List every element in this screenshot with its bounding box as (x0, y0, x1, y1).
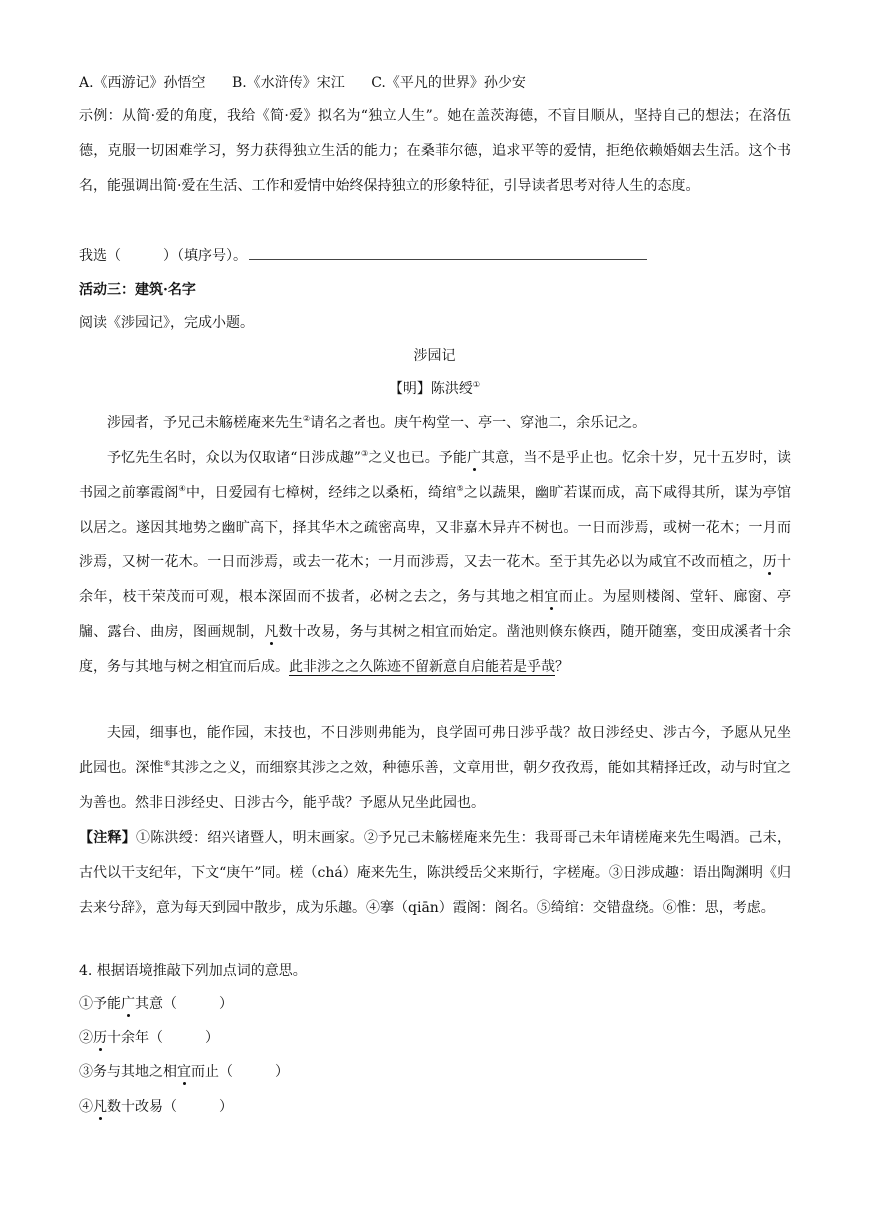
dotted-word: 宜 (544, 589, 559, 606)
text-span: 中，日爱园有七樟树，经纬之以桑柘，绮绾 (186, 484, 457, 501)
activity-heading: 活动三：建筑·名字 (79, 282, 196, 298)
dotted-word: 历 (93, 1030, 107, 1046)
text-span: ？ (555, 658, 569, 675)
footnote-marker: ④ (178, 483, 187, 493)
text-span: 十余年，枝干荣茂而可观，根本深固而不拔者，必树之去之，务与其地之相 (79, 554, 792, 606)
option-b: B.《水浒传》宋江 (232, 75, 345, 91)
annotation-notes (79, 821, 791, 925)
text-span: 予能 (93, 996, 121, 1012)
text-span: 之以蔬果，幽旷若谋而成，高下咸得其所，谋为亭馆以居之。遂因其地势之幽旷高下，择其华木之疏密高卑，又非嘉木异卉不树也。一日而涉焉，或树一花木；一月而涉焉，又树一花木。一日而涉焉，或去一花木；一月而涉焉，又去一花木。至于其先必以为咸宜不改而植之， (79, 484, 792, 571)
question-item-4 (79, 1098, 233, 1116)
item-number: ③ (79, 1064, 93, 1080)
question-item-2 (79, 1029, 219, 1047)
dotted-word: 凡 (264, 623, 279, 640)
dotted-word: 历 (762, 554, 778, 571)
text-span: 十余年（ (107, 1030, 163, 1046)
footnote-marker: ⑥ (163, 758, 171, 768)
dotted-word: 广 (466, 450, 482, 466)
item-number: ② (79, 1030, 93, 1046)
question-item-3 (79, 1063, 289, 1081)
item-number: ④ (79, 1099, 93, 1115)
essay-paragraph-3 (79, 716, 791, 820)
notes-text: ①陈洪绶：绍兴诸暨人，明末画家。②予兄己未觞槎庵来先生：我哥哥己未年请槎庵来先生喝酒。己未，古代以干支纪年，下文“庚午”同。槎（chá）庵来先生，陈洪绶岳父来斯行，字槎庵。③日涉成趣：语出陶渊明《归去来兮辞》，意为每天到园中散步，成为乐趣。④搴（qiān）霞阁：阁名。⑤绮绾：交错盘绕。⑥惟：思，考虑。 (79, 830, 792, 916)
text-span: 而止。为屋则楼阁、堂轩、廊窗、亭牖、露台、曲房，图画规制， (79, 589, 792, 640)
footnote-marker: ③ (360, 449, 369, 458)
text-span: 其意，当不是乎止也。忆余十岁，兄十五岁时，读书园之前搴霞阁 (79, 450, 792, 501)
text-span: 其涉之之义，而细察其涉之之效，种德乐善，文章用世，朝夕孜孜焉，能如其精择迁改，动与时宜之为善也。然非日涉经史、日涉古今，能乎哉？予愿从兄坐此园也。 (79, 759, 792, 811)
option-a: A.《西游记》孙悟空 (79, 75, 206, 91)
text-span: 其意（ (135, 996, 177, 1012)
text-span: 予忆先生名时，众以为仅取诸“日涉成趣” (107, 450, 361, 466)
answer-options (79, 74, 526, 92)
essay-paragraph-1 (79, 406, 791, 441)
text-span: ） (219, 1099, 233, 1115)
text-span: 涉园者，予兄己未觞槎庵来先生 (107, 415, 303, 431)
reading-instruction: 阅读《涉园记》，完成小题。 (79, 315, 254, 331)
text-span: 数十改易，务与其树之相宜而始定。凿池则倏东倏西，随开随塞，变田成溪者十余度，务与其地与树之相宜而后成。 (79, 623, 792, 675)
question-item-1 (79, 995, 233, 1013)
text-span: ） (205, 1030, 219, 1046)
text-span: 而止（ (191, 1064, 233, 1080)
text-span: 务与其地之相 (93, 1064, 177, 1080)
dotted-word: 凡 (93, 1099, 107, 1115)
text-span: 夫园，细事也，能作园，末技也，不日涉则弗能为，良学固可弗日涉乎哉？故日涉经史、涉古今，予愿从兄坐此园也。深惟 (79, 725, 791, 776)
question-stem: 4. 根据语境推敲下列加点词的意思。 (79, 963, 307, 979)
footnote-marker: ② (303, 414, 311, 423)
dotted-word: 广 (121, 996, 135, 1012)
underlined-sentence: 此非涉之之久陈迹不留新意自启能若是乎哉 (289, 658, 555, 675)
footnote-marker: ⑤ (456, 483, 464, 493)
footnote-marker: ① (472, 380, 481, 389)
choice-prefix: 我选（ (79, 248, 121, 264)
item-number: ① (79, 996, 93, 1012)
example-paragraph: 示例：从简·爱的角度，我给《简·爱》拟名为“独立人生”。她在盖茨海德，不盲目顺从，坚持自己的想法；在洛伍德，克服一切困难学习，努力获得独立生活的能力；在桑菲尔德，追求平等的爱情，拒绝依赖婚姻去生活。这个书名，能强调出简·爱在生活、工作和爱情中始终保持独立的形象特征，引导读者思考对待人生的态度。 (79, 108, 791, 194)
choice-suffix: ）（填序号）。 (163, 248, 247, 264)
answer-underline[interactable] (249, 245, 647, 260)
notes-label: 【注释】 (79, 830, 136, 846)
text-span: 请名之者也。庚午构堂一、亭一、穿池二，余乐记之。 (310, 415, 647, 431)
option-c: C.《平凡的世界》孙少安 (371, 75, 526, 91)
essay-author (0, 380, 869, 398)
dotted-word: 宜 (177, 1064, 191, 1080)
essay-title: 涉园记 (413, 348, 456, 364)
essay-paragraph-2 (79, 441, 791, 685)
text-span: ） (219, 996, 233, 1012)
text-span: ） (275, 1064, 289, 1080)
text-span: 之义也已。予能 (368, 450, 467, 466)
choice-line (79, 245, 647, 265)
text-span: 数十改易（ (107, 1099, 177, 1115)
author-name: 【明】陈洪绶 (388, 381, 473, 397)
